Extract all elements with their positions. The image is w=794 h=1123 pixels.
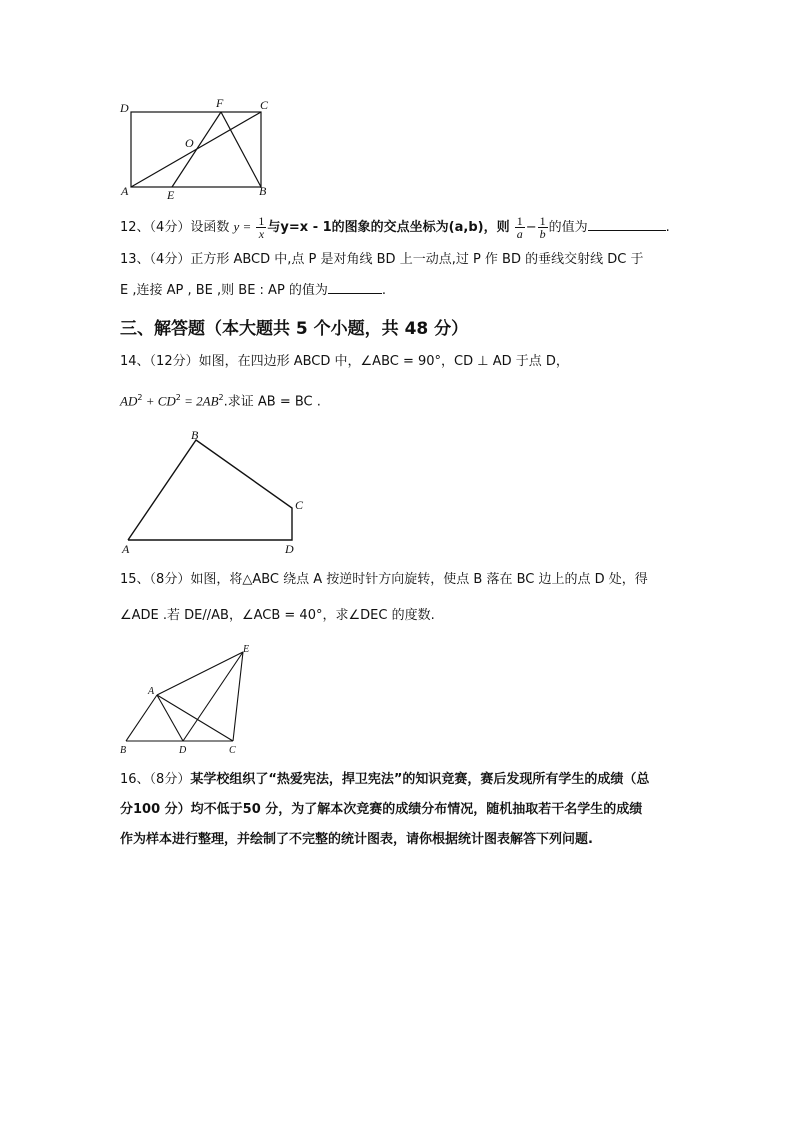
question-15-line-1: 15、（8分）如图，将△ABC 绕点 A 按逆时针方向旋转，使点 B 落在 BC 边上的点 D 处，得 [120, 572, 648, 587]
label-c: C [260, 98, 269, 112]
question-16-line-1: 16、（8分）某学校组织了“热爱宪法，捍卫宪法”的知识竞赛，赛后发现所有学生的成绩（总 [120, 772, 650, 787]
label-c: C [229, 745, 236, 756]
fraction-1-over-a: $\frac{1}{a}$ [516, 214, 523, 241]
answer-blank[interactable] [328, 281, 382, 294]
question-13-line-2: E ,连接 AP , BE ,则 BE : AP 的值为 . [120, 283, 387, 298]
label-d: D [179, 745, 187, 756]
fraction-1-over-b: $\frac{1}{b}$ [539, 214, 546, 241]
label-a: A [122, 542, 130, 556]
label-e: E [167, 188, 175, 202]
figure-rotated-triangle [115, 640, 265, 760]
figure-rectangle-abcd [115, 95, 285, 203]
label-a: A [121, 184, 129, 198]
answer-blank[interactable] [588, 218, 666, 231]
question-13-line-1: 13、（4分）正方形 ABCD 中,点 P 是对角线 BD 上一动点,过 P 作 BD 的垂线交射线 DC 于 [120, 252, 644, 267]
label-e: E [243, 644, 250, 655]
question-15-line-2: ∠ADE .若 DE//AB，∠ACB = 40°，求∠DEC 的度数. [120, 608, 435, 623]
label-d: D [120, 101, 129, 115]
section-heading: 三、解答题（本大题共 5 个小题，共 48 分） [120, 319, 469, 339]
label-a: A [148, 686, 155, 697]
question-12: 12、（4分）设函数 y = $\frac{1}{x}$ 与y=x - 1的图象的交点坐标为(a,b)，则 $\frac{1}{a}$ − $\frac{1}{b}$ 的值为 . [120, 214, 670, 241]
question-number: 15、（8分） [120, 572, 191, 587]
label-b: B [191, 428, 199, 442]
label-b: B [120, 745, 127, 756]
question-number: 13、（4分） [120, 252, 191, 267]
label-d: D [285, 542, 294, 556]
label-o: O [185, 136, 194, 150]
question-14-line-2: $AD^2 + CD^2 = 2AB^2$.求证 AB = BC . [120, 393, 321, 410]
fraction-1-over-x: $\frac{1}{x}$ [258, 214, 265, 241]
label-c: C [295, 498, 304, 512]
question-number: 12、（4分） [120, 220, 191, 235]
question-16-line-2: 分100 分）均不低于50 分，为了解本次竞赛的成绩分布情况，随机抽取若干名学生的成绩 [120, 802, 643, 817]
figure-quadrilateral-abcd [118, 424, 318, 558]
question-16-line-3: 作为样本进行整理，并绘制了不完整的统计图表，请你根据统计图表解答下列问题. [120, 832, 593, 847]
question-number: 14、（12分） [120, 354, 199, 369]
question-14-line-1: 14、（12分）如图，在四边形 ABCD 中，∠ABC = 90°，CD ⊥ AD 于点 D， [120, 354, 569, 369]
label-b: B [259, 184, 267, 198]
label-f: F [216, 96, 224, 110]
question-number: 16、（8分） [120, 772, 191, 787]
